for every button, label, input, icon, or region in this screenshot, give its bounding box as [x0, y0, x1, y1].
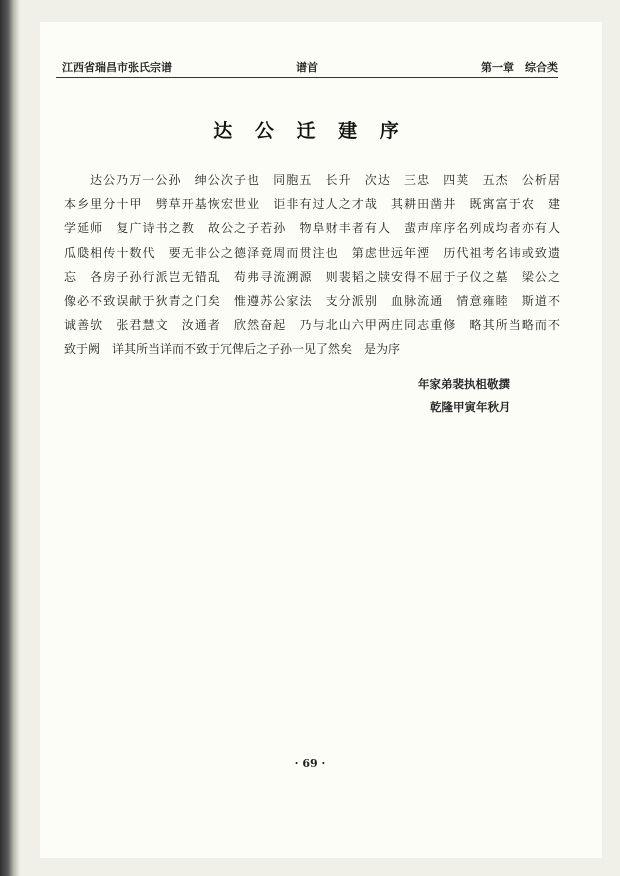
- preface-body: [64, 168, 560, 362]
- page-number: · 69 ·: [294, 757, 326, 770]
- header-rule: [56, 77, 558, 78]
- header-book-title: 江西省瑞昌市张氏宗谱: [62, 61, 172, 74]
- body-line: 诚善欤 张君慧文 汝通者 欣然奋起 乃与北山六甲两庄同志重修 略其所当略而不: [64, 318, 560, 333]
- header-section: 谱首: [296, 61, 318, 74]
- body-line: 学延师 复广诗书之教 故公之子若孙 物阜财丰者有人 蜚声庠序名列成均者亦有人: [64, 221, 560, 236]
- running-header: [48, 57, 564, 77]
- document-title: 达 公 迁 建 序: [213, 120, 407, 142]
- body-line: 忘 各房子孙行派岂无错乱 苟弗寻流溯源 则裴韬之牍安得不屈于子仪之墓 梁公之: [64, 269, 560, 284]
- body-line: 达公乃万一公孙 绅公次子也 同胞五 长升 次达 三忠 四荚 五杰 公析居: [90, 173, 560, 187]
- body-line: 致于阙 详其所当详而不致于冗俾后之子孙一见了然矣 是为序: [64, 342, 401, 357]
- signature-date: 乾隆甲寅年秋月: [430, 400, 511, 414]
- page-sheet: [40, 22, 602, 858]
- body-line: 瓜瓞相传十数代 要无非公之德泽竟周而贯注也 第虑世远年湮 历代祖考名讳或致遗: [64, 245, 560, 260]
- body-line: 本乡里分十甲 劈草开基恢宏世业 讵非有过人之才哉 其耕田凿井 既寓富于农 建: [64, 197, 560, 212]
- body-line: 像必不致误献于狄青之门矣 惟遵苏公家法 支分派别 血脉流通 情意雍睦 斯道不: [64, 293, 560, 308]
- header-chapter: 第一章 综合类: [481, 61, 558, 74]
- signature-author: 年家弟裴执柤敬撰: [418, 377, 510, 391]
